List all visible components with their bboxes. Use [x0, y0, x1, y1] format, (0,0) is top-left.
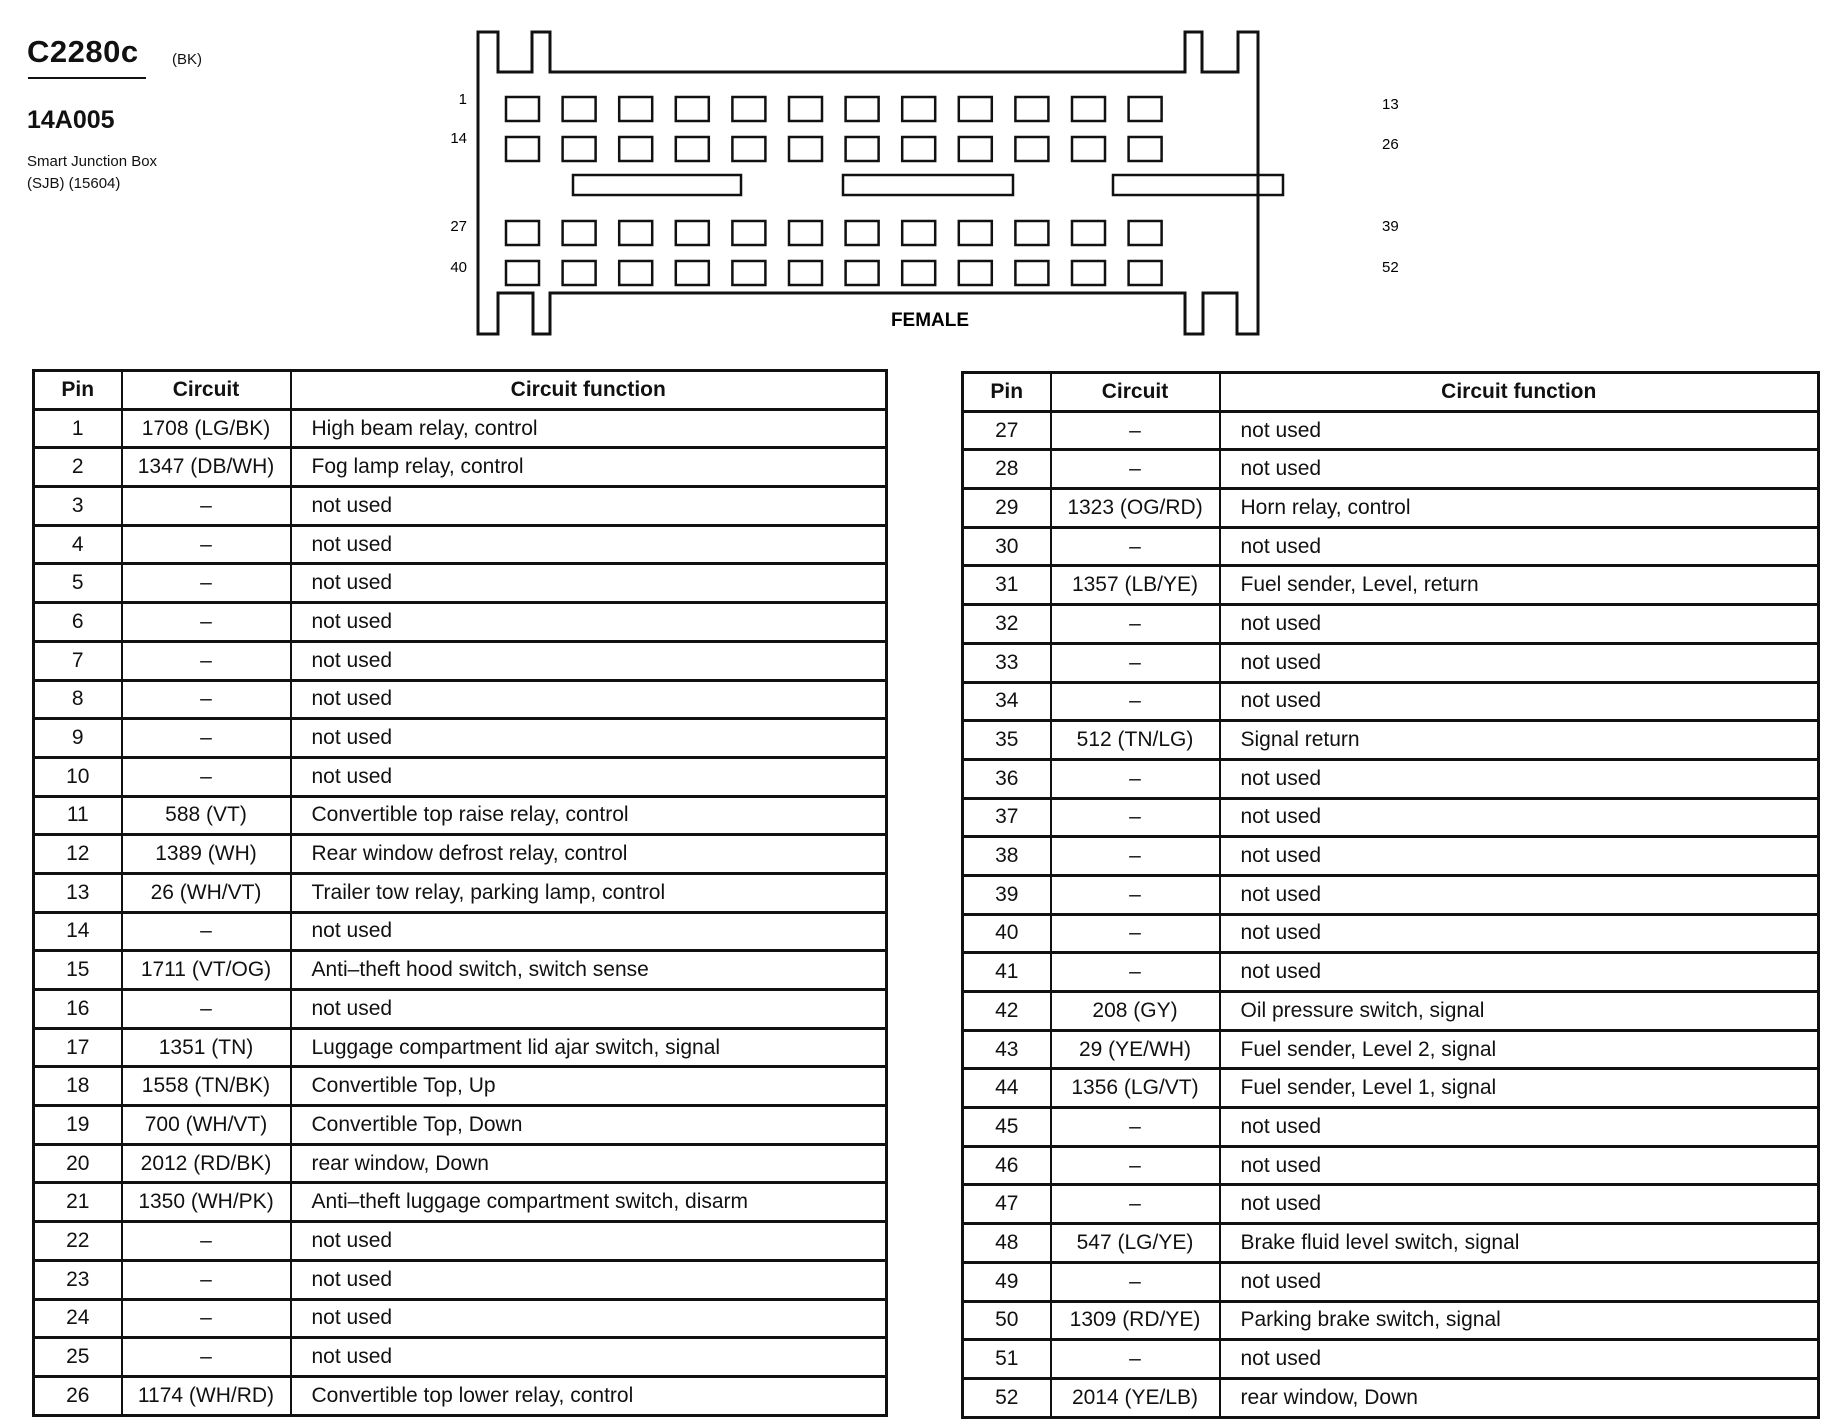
- function-cell: Convertible Top, Up: [291, 1067, 887, 1106]
- pin-cavity: [619, 221, 652, 245]
- circuit-cell: –: [122, 1338, 291, 1377]
- pin-cell: 12: [34, 835, 122, 874]
- pin-cell: 33: [963, 643, 1051, 682]
- pin-cell: 35: [963, 721, 1051, 760]
- circuit-cell: –: [1051, 798, 1220, 837]
- row-label-left: 40: [450, 259, 467, 276]
- pinout-table-left: [32, 369, 888, 1417]
- row-label-right: 26: [1382, 136, 1399, 153]
- table-row: [34, 1222, 887, 1261]
- pin-cavity: [1072, 261, 1105, 285]
- circuit-cell: 1389 (WH): [122, 835, 291, 874]
- pin-cavity: [506, 221, 539, 245]
- function-cell: not used: [1220, 953, 1819, 992]
- pin-cavity: [1072, 221, 1105, 245]
- circuit-cell: –: [1051, 643, 1220, 682]
- function-cell: Brake fluid level switch, signal: [1220, 1224, 1819, 1263]
- function-cell: not used: [291, 1338, 887, 1377]
- table-row: [34, 757, 887, 796]
- table-row: [963, 1340, 1819, 1379]
- function-cell: Anti–theft luggage compartment switch, disarm: [291, 1183, 887, 1222]
- function-cell: rear window, Down: [291, 1144, 887, 1183]
- pin-cavity: [1015, 261, 1048, 285]
- table-row: [34, 1106, 887, 1145]
- pin-cell: 1: [34, 409, 122, 448]
- table-row: [34, 603, 887, 642]
- circuit-cell: –: [1051, 450, 1220, 489]
- pin-cell: 50: [963, 1301, 1051, 1340]
- function-cell: Luggage compartment lid ajar switch, signal: [291, 1028, 887, 1067]
- pin-cell: 21: [34, 1183, 122, 1222]
- pin-cell: 47: [963, 1185, 1051, 1224]
- pin-cavity: [563, 221, 596, 245]
- pin-cell: 11: [34, 796, 122, 835]
- pin-cell: 16: [34, 990, 122, 1029]
- latch-slot: [843, 175, 1013, 195]
- circuit-cell: –: [1051, 759, 1220, 798]
- pin-cell: 2: [34, 448, 122, 487]
- table-row: [963, 953, 1819, 992]
- table-row: [963, 489, 1819, 528]
- pin-cavity: [846, 97, 879, 121]
- circuit-cell: 2012 (RD/BK): [122, 1144, 291, 1183]
- table-row: [34, 641, 887, 680]
- table-row: [963, 566, 1819, 605]
- function-cell: not used: [1220, 798, 1819, 837]
- table-row: [34, 719, 887, 758]
- function-cell: not used: [291, 680, 887, 719]
- function-cell: Fuel sender, Level 1, signal: [1220, 1069, 1819, 1108]
- circuit-cell: –: [1051, 875, 1220, 914]
- function-cell: Horn relay, control: [1220, 489, 1819, 528]
- row-label-left: 1: [458, 91, 467, 108]
- pin-cell: 45: [963, 1108, 1051, 1147]
- circuit-cell: 588 (VT): [122, 796, 291, 835]
- circuit-cell: –: [1051, 1185, 1220, 1224]
- connector-housing: [478, 32, 1258, 334]
- function-cell: not used: [1220, 643, 1819, 682]
- pin-cell: 52: [963, 1378, 1051, 1417]
- pin-cavity: [1015, 97, 1048, 121]
- pin-cavity: [1072, 97, 1105, 121]
- function-cell: High beam relay, control: [291, 409, 887, 448]
- component-description: Smart Junction Box: [27, 153, 158, 170]
- function-cell: not used: [291, 487, 887, 526]
- header-circuit: Circuit: [122, 371, 291, 410]
- table-body-right: [963, 411, 1819, 1417]
- circuit-cell: 1309 (RD/YE): [1051, 1301, 1220, 1340]
- function-cell: not used: [1220, 759, 1819, 798]
- circuit-cell: 29 (YE/WH): [1051, 1030, 1220, 1069]
- circuit-cell: –: [122, 1222, 291, 1261]
- connector-id: C2280c: [27, 34, 139, 69]
- circuit-cell: 2014 (YE/LB): [1051, 1378, 1220, 1417]
- circuit-cell: –: [1051, 1146, 1220, 1185]
- function-cell: Convertible top raise relay, control: [291, 796, 887, 835]
- function-cell: not used: [291, 1222, 887, 1261]
- table-row: [963, 1069, 1819, 1108]
- pin-cavity: [846, 137, 879, 161]
- function-cell: not used: [291, 757, 887, 796]
- circuit-cell: –: [122, 719, 291, 758]
- pin-cell: 36: [963, 759, 1051, 798]
- pin-cell: 42: [963, 992, 1051, 1031]
- pin-cavity: [846, 221, 879, 245]
- function-cell: not used: [291, 1299, 887, 1338]
- table-row: [963, 1301, 1819, 1340]
- function-cell: Convertible Top, Down: [291, 1106, 887, 1145]
- pin-cell: 20: [34, 1144, 122, 1183]
- function-cell: not used: [1220, 837, 1819, 876]
- table-row: [34, 448, 887, 487]
- table-header-row: [963, 373, 1819, 412]
- circuit-cell: –: [122, 603, 291, 642]
- pin-cell: 49: [963, 1262, 1051, 1301]
- header-pin: Pin: [34, 371, 122, 410]
- circuit-cell: 1351 (TN): [122, 1028, 291, 1067]
- circuit-cell: –: [1051, 914, 1220, 953]
- pin-cell: 27: [963, 411, 1051, 450]
- pin-cell: 34: [963, 682, 1051, 721]
- pin-cavity: [676, 221, 709, 245]
- function-cell: Rear window defrost relay, control: [291, 835, 887, 874]
- pinout-table-right: [961, 371, 1820, 1419]
- circuit-cell: 1356 (LG/VT): [1051, 1069, 1220, 1108]
- table-row: [963, 411, 1819, 450]
- table-row: [963, 682, 1819, 721]
- table-row: [34, 796, 887, 835]
- table-row: [34, 1338, 887, 1377]
- function-cell: rear window, Down: [1220, 1378, 1819, 1417]
- circuit-cell: –: [1051, 837, 1220, 876]
- function-cell: not used: [291, 564, 887, 603]
- row-label-right: 39: [1382, 218, 1399, 235]
- table-row: [34, 990, 887, 1029]
- circuit-cell: 26 (WH/VT): [122, 873, 291, 912]
- pin-cavity: [563, 137, 596, 161]
- function-cell: not used: [291, 1260, 887, 1299]
- pin-cavity: [506, 137, 539, 161]
- table-row: [963, 1030, 1819, 1069]
- circuit-cell: 1711 (VT/OG): [122, 951, 291, 990]
- table-header-row: [34, 371, 887, 410]
- function-cell: Trailer tow relay, parking lamp, control: [291, 873, 887, 912]
- pin-cell: 30: [963, 527, 1051, 566]
- pin-cavity: [789, 221, 822, 245]
- circuit-cell: –: [122, 680, 291, 719]
- circuit-cell: –: [1051, 1262, 1220, 1301]
- connector-face-diagram: [440, 20, 1420, 350]
- pin-cell: 17: [34, 1028, 122, 1067]
- pin-cell: 4: [34, 525, 122, 564]
- function-cell: Parking brake switch, signal: [1220, 1301, 1819, 1340]
- pin-cell: 28: [963, 450, 1051, 489]
- function-cell: not used: [291, 603, 887, 642]
- function-cell: Fog lamp relay, control: [291, 448, 887, 487]
- table-row: [963, 1262, 1819, 1301]
- header-pin: Pin: [963, 373, 1051, 412]
- pin-cell: 22: [34, 1222, 122, 1261]
- circuit-cell: 208 (GY): [1051, 992, 1220, 1031]
- circuit-cell: –: [1051, 527, 1220, 566]
- component-description-code: (SJB) (15604): [27, 175, 121, 192]
- pin-cavity: [676, 261, 709, 285]
- circuit-cell: 1357 (LB/YE): [1051, 566, 1220, 605]
- table-row: [963, 1224, 1819, 1263]
- table-row: [34, 1144, 887, 1183]
- table-row: [963, 1185, 1819, 1224]
- pin-cavity: [959, 137, 992, 161]
- function-cell: not used: [1220, 1262, 1819, 1301]
- function-cell: not used: [291, 990, 887, 1029]
- pin-cavity: [959, 221, 992, 245]
- function-cell: not used: [1220, 1185, 1819, 1224]
- table-row: [34, 487, 887, 526]
- table-row: [34, 1260, 887, 1299]
- table-row: [34, 1183, 887, 1222]
- function-cell: not used: [1220, 1146, 1819, 1185]
- function-cell: not used: [1220, 450, 1819, 489]
- table-row: [963, 1108, 1819, 1147]
- pin-cavity: [1129, 261, 1162, 285]
- row-label-left: 27: [450, 218, 467, 235]
- table-row: [34, 525, 887, 564]
- function-cell: not used: [291, 641, 887, 680]
- function-cell: not used: [1220, 875, 1819, 914]
- pin-cavity: [732, 137, 765, 161]
- table-row: [963, 875, 1819, 914]
- pin-cavity: [846, 261, 879, 285]
- pin-cell: 5: [34, 564, 122, 603]
- table-row: [34, 409, 887, 448]
- pin-cell: 41: [963, 953, 1051, 992]
- circuit-cell: 1350 (WH/PK): [122, 1183, 291, 1222]
- connector-cavities: [506, 97, 1162, 285]
- function-cell: Signal return: [1220, 721, 1819, 760]
- circuit-cell: –: [1051, 682, 1220, 721]
- pin-cavity: [563, 261, 596, 285]
- pin-cavity: [619, 137, 652, 161]
- pin-cell: 43: [963, 1030, 1051, 1069]
- function-cell: not used: [1220, 682, 1819, 721]
- pin-cavity: [732, 221, 765, 245]
- pin-cell: 15: [34, 951, 122, 990]
- connector-id-underline: [28, 77, 146, 79]
- pin-cavity: [959, 261, 992, 285]
- pin-cell: 51: [963, 1340, 1051, 1379]
- pin-cavity: [902, 221, 935, 245]
- function-cell: not used: [1220, 605, 1819, 644]
- pin-cell: 9: [34, 719, 122, 758]
- row-label-left: 14: [450, 130, 467, 147]
- pin-cavity: [1129, 137, 1162, 161]
- circuit-cell: 1174 (WH/RD): [122, 1376, 291, 1415]
- pin-cavity: [1015, 221, 1048, 245]
- circuit-cell: –: [122, 487, 291, 526]
- function-cell: not used: [1220, 1108, 1819, 1147]
- pin-cavity: [619, 261, 652, 285]
- pin-cavity: [1129, 97, 1162, 121]
- pin-cell: 18: [34, 1067, 122, 1106]
- function-cell: Convertible top lower relay, control: [291, 1376, 887, 1415]
- circuit-cell: –: [122, 641, 291, 680]
- pin-cell: 25: [34, 1338, 122, 1377]
- circuit-cell: –: [1051, 953, 1220, 992]
- circuit-cell: –: [1051, 1108, 1220, 1147]
- circuit-cell: –: [122, 912, 291, 951]
- circuit-cell: –: [122, 564, 291, 603]
- table-row: [34, 1028, 887, 1067]
- table-row: [34, 951, 887, 990]
- pin-cavity: [563, 97, 596, 121]
- circuit-cell: –: [1051, 605, 1220, 644]
- table-row: [963, 837, 1819, 876]
- table-row: [963, 721, 1819, 760]
- table-row: [963, 527, 1819, 566]
- circuit-cell: –: [1051, 411, 1220, 450]
- table-body-left: [34, 409, 887, 1415]
- pin-cavity: [959, 97, 992, 121]
- pin-cavity: [676, 137, 709, 161]
- pin-cell: 37: [963, 798, 1051, 837]
- pin-cavity: [902, 97, 935, 121]
- gender-label: FEMALE: [890, 310, 970, 331]
- function-cell: not used: [1220, 914, 1819, 953]
- pin-cavity: [789, 137, 822, 161]
- circuit-cell: –: [122, 757, 291, 796]
- pin-cell: 13: [34, 873, 122, 912]
- pin-cavity: [732, 97, 765, 121]
- table-row: [963, 605, 1819, 644]
- circuit-cell: –: [122, 1299, 291, 1338]
- table-row: [34, 1067, 887, 1106]
- pin-cell: 26: [34, 1376, 122, 1415]
- circuit-cell: –: [122, 990, 291, 1029]
- pin-cavity: [789, 261, 822, 285]
- header-function: Circuit function: [291, 371, 887, 410]
- circuit-cell: –: [1051, 1340, 1220, 1379]
- table-row: [963, 992, 1819, 1031]
- pin-cell: 31: [963, 566, 1051, 605]
- circuit-cell: 1323 (OG/RD): [1051, 489, 1220, 528]
- pin-cavity: [1129, 221, 1162, 245]
- pin-cell: 6: [34, 603, 122, 642]
- function-cell: not used: [1220, 1340, 1819, 1379]
- part-number: 14A005: [27, 106, 115, 134]
- circuit-cell: –: [122, 525, 291, 564]
- circuit-cell: 700 (WH/VT): [122, 1106, 291, 1145]
- pin-cavity: [789, 97, 822, 121]
- function-cell: Anti–theft hood switch, switch sense: [291, 951, 887, 990]
- pin-cavity: [902, 137, 935, 161]
- pin-cell: 44: [963, 1069, 1051, 1108]
- pin-cell: 40: [963, 914, 1051, 953]
- function-cell: Fuel sender, Level, return: [1220, 566, 1819, 605]
- circuit-cell: 512 (TN/LG): [1051, 721, 1220, 760]
- function-cell: not used: [291, 912, 887, 951]
- pin-cell: 39: [963, 875, 1051, 914]
- row-label-right: 13: [1382, 96, 1399, 113]
- pin-cell: 46: [963, 1146, 1051, 1185]
- table-row: [963, 759, 1819, 798]
- function-cell: not used: [291, 525, 887, 564]
- table-row: [34, 835, 887, 874]
- row-label-right: 52: [1382, 259, 1399, 276]
- table-row: [963, 1146, 1819, 1185]
- pin-cavity: [619, 97, 652, 121]
- pin-cavity: [506, 261, 539, 285]
- circuit-cell: –: [122, 1260, 291, 1299]
- pin-cell: 24: [34, 1299, 122, 1338]
- pin-cavity: [732, 261, 765, 285]
- pin-cavity: [506, 97, 539, 121]
- pin-cell: 38: [963, 837, 1051, 876]
- header-function: Circuit function: [1220, 373, 1819, 412]
- function-cell: not used: [291, 719, 887, 758]
- table-row: [34, 564, 887, 603]
- header-circuit: Circuit: [1051, 373, 1220, 412]
- table-row: [34, 680, 887, 719]
- table-row: [963, 914, 1819, 953]
- pin-cell: 48: [963, 1224, 1051, 1263]
- table-row: [963, 1378, 1819, 1417]
- pin-cavity: [676, 97, 709, 121]
- pin-cavity: [1015, 137, 1048, 161]
- table-row: [34, 1376, 887, 1415]
- pin-cavity: [902, 261, 935, 285]
- pin-cell: 32: [963, 605, 1051, 644]
- pin-cell: 29: [963, 489, 1051, 528]
- connector-color: (BK): [172, 51, 202, 68]
- table-row: [34, 873, 887, 912]
- function-cell: not used: [1220, 527, 1819, 566]
- pin-cell: 7: [34, 641, 122, 680]
- pin-cell: 19: [34, 1106, 122, 1145]
- table-row: [963, 450, 1819, 489]
- circuit-cell: 547 (LG/YE): [1051, 1224, 1220, 1263]
- table-row: [963, 798, 1819, 837]
- table-row: [963, 643, 1819, 682]
- circuit-cell: 1558 (TN/BK): [122, 1067, 291, 1106]
- pin-cell: 14: [34, 912, 122, 951]
- circuit-cell: 1347 (DB/WH): [122, 448, 291, 487]
- pin-cavity: [1072, 137, 1105, 161]
- pin-cell: 3: [34, 487, 122, 526]
- pin-cell: 10: [34, 757, 122, 796]
- function-cell: Fuel sender, Level 2, signal: [1220, 1030, 1819, 1069]
- table-row: [34, 1299, 887, 1338]
- table-row: [34, 912, 887, 951]
- latch-slot: [573, 175, 741, 195]
- function-cell: Oil pressure switch, signal: [1220, 992, 1819, 1031]
- function-cell: not used: [1220, 411, 1819, 450]
- circuit-cell: 1708 (LG/BK): [122, 409, 291, 448]
- pin-cell: 8: [34, 680, 122, 719]
- pin-cell: 23: [34, 1260, 122, 1299]
